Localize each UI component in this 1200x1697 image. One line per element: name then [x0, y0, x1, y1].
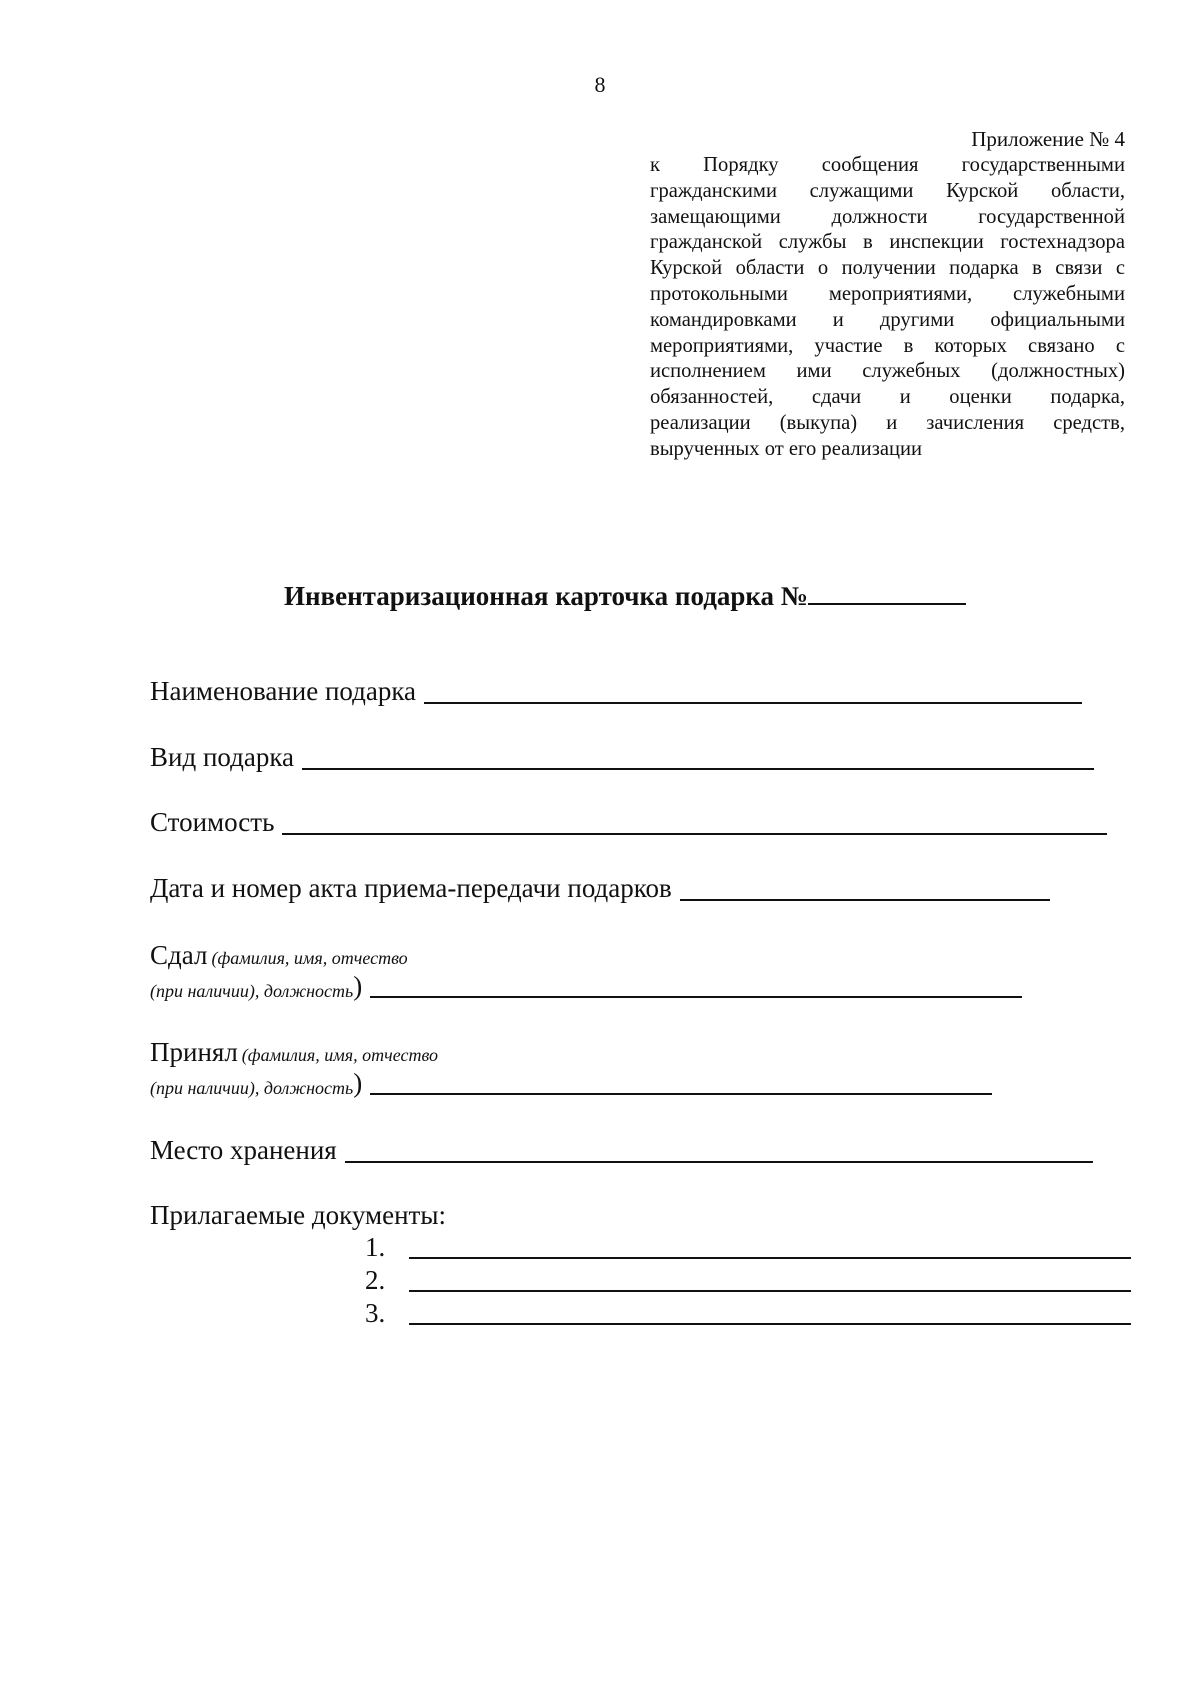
handed-over-hint-line1: (фамилия, имя, отчество [211, 948, 408, 968]
gift-type-label: Вид подарка [150, 742, 295, 772]
appendix-text [650, 153, 1125, 463]
handed-over-label: Сдал [150, 940, 208, 970]
storage-place-label: Место хранения [150, 1135, 337, 1165]
received-hint-line1: (фамилия, имя, отчество [241, 1045, 439, 1065]
gift-name-label: Наименование подарка [150, 676, 417, 706]
documents-title: Прилагаемые документы: [150, 1200, 446, 1230]
appendix-line: обязанностей, сдачи и оценки подарка, [650, 386, 1125, 409]
document-item [365, 1298, 1131, 1329]
appendix-line: вырученных от его реализации [650, 437, 923, 460]
received-hint-line2: (при наличии), должность [150, 1078, 354, 1098]
appendix-line: протокольными мероприятиями, служебными [650, 282, 1125, 305]
handed-over-row1 [150, 940, 1022, 971]
document-item-blank[interactable] [409, 1289, 1131, 1292]
cost-field [150, 807, 1107, 838]
appendix-line: гражданскими служащими Курской области, [650, 179, 1125, 202]
document-item [365, 1232, 1131, 1263]
received-row2 [150, 1068, 992, 1099]
card-title-text: Инвентаризационная карточка подарка № [284, 581, 808, 611]
document-item [365, 1265, 1131, 1296]
gift-type-field [150, 742, 1094, 773]
page-number: 8 [594, 72, 606, 97]
cost-label: Стоимость [150, 807, 275, 837]
storage-place-blank[interactable] [345, 1160, 1093, 1163]
document-item-number: 1. [365, 1232, 386, 1262]
act-date-number-label: Дата и номер акта приема-передачи подарков [150, 873, 672, 903]
handed-over-close-paren: ) [353, 971, 363, 1001]
document-item-number: 3. [365, 1298, 386, 1328]
appendix-label: Приложение № 4 [971, 127, 1125, 151]
appendix-line: гражданской службы в инспекции гостехнадзора [650, 231, 1125, 254]
received-row1 [150, 1037, 992, 1068]
gift-name-field [150, 676, 1082, 707]
appendix-line: замещающими должности государственной [650, 205, 1125, 228]
card-title [284, 581, 966, 612]
act-date-number-blank[interactable] [680, 898, 1050, 901]
appendix-line: командировками и другими официальными [650, 308, 1125, 331]
appendix-line: к Порядку сообщения государственными [650, 154, 1125, 176]
appendix-line: Курской области о получении подарка в связи с [650, 257, 1125, 280]
act-date-number-field [150, 873, 1050, 904]
received-blank[interactable] [370, 1092, 992, 1095]
document-item-blank[interactable] [409, 1256, 1131, 1259]
document-item-blank[interactable] [409, 1322, 1131, 1325]
handed-over-row2 [150, 971, 1022, 1002]
handed-over-hint-line2: (при наличии), должность [150, 981, 354, 1001]
cost-blank[interactable] [282, 832, 1107, 835]
storage-place-field [150, 1135, 1093, 1166]
appendix-line: реализации (выкупа) и зачисления средств, [650, 411, 1125, 434]
received-label: Принял [150, 1037, 238, 1067]
received-close-paren: ) [353, 1068, 363, 1098]
appendix-line: мероприятиями, участие в которых связано с [650, 334, 1125, 357]
gift-name-blank[interactable] [424, 701, 1082, 704]
document-item-number: 2. [365, 1265, 386, 1295]
handed-over-field [150, 940, 1022, 1002]
handed-over-blank[interactable] [370, 995, 1022, 998]
card-number-blank[interactable] [808, 581, 966, 605]
received-field [150, 1037, 992, 1099]
appendix-line: исполнением ими служебных (должностных) [650, 360, 1125, 383]
gift-type-blank[interactable] [302, 767, 1094, 770]
